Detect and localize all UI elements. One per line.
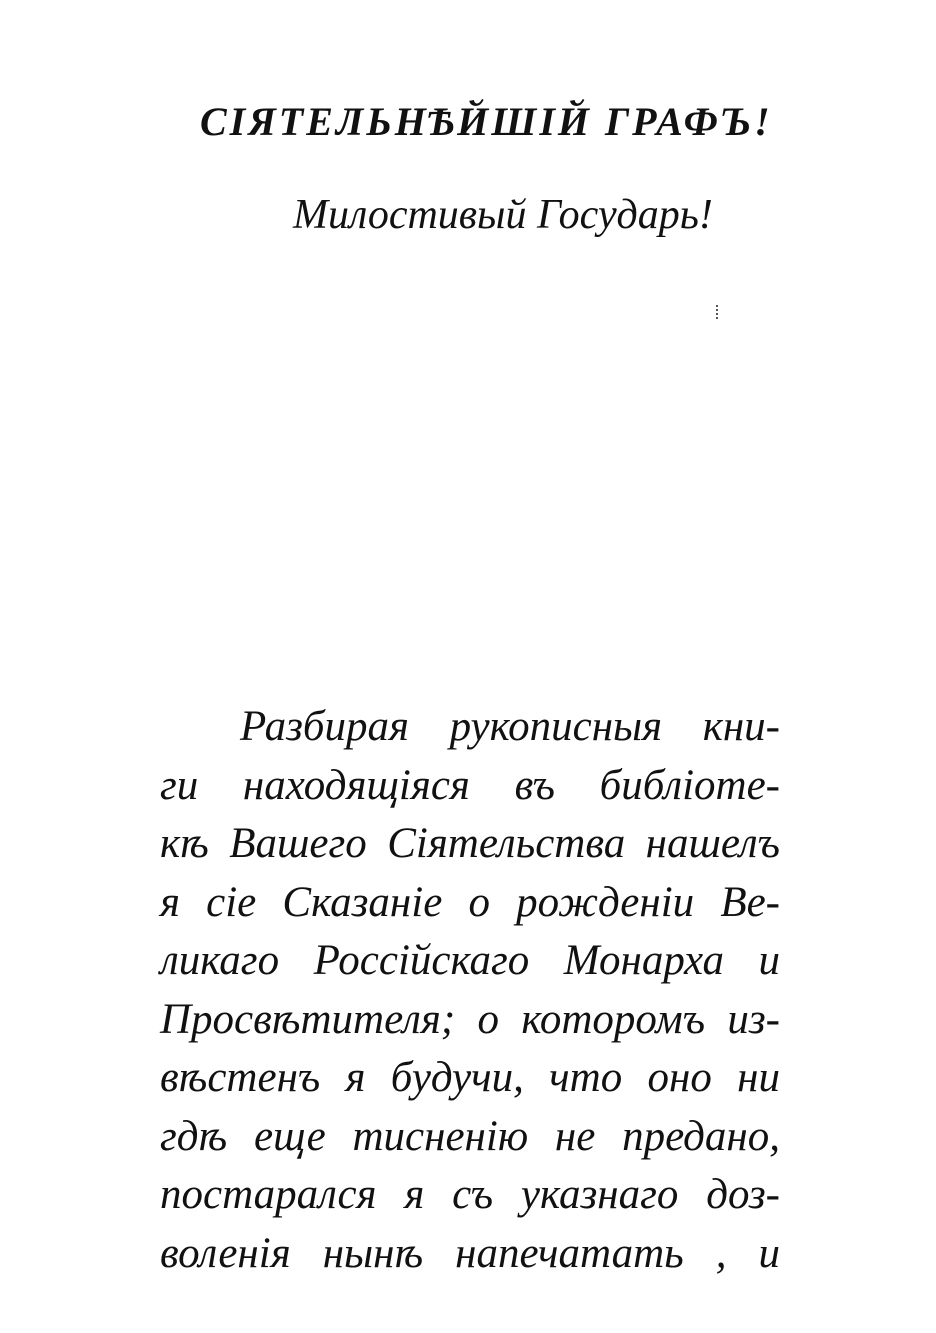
body-line: Просвѣтителя; о которомъ из- (160, 995, 780, 1043)
body-line: кѣ Вашего Сіятельства нашелъ (160, 820, 780, 867)
body-line: постарался я съ указнаго доз- (160, 1171, 780, 1218)
body-line: Разбирая рукописныя кни- (240, 703, 780, 750)
body-line: ги находящіяся въ библіоте- (160, 761, 780, 809)
salutation-title: СІЯТЕЛЬНѢЙШІЙ ГРАФЪ! (200, 99, 773, 144)
body-line: гдѣ еще тисненію не предано, (160, 1112, 780, 1160)
body-line: воленія нынѣ напечатать , и (160, 1229, 780, 1277)
body-line: ликаго Россійскаго Монарха и (160, 937, 780, 984)
body-line: я сіе Сказаніе о рожденіи Ве- (160, 878, 780, 926)
salutation-address: Милостивый Государь! (293, 192, 713, 238)
body-paragraph (160, 698, 780, 1283)
stray-print-mark (716, 305, 721, 319)
body-line: вѣстенъ я будучи, что оно ни (160, 1054, 780, 1101)
